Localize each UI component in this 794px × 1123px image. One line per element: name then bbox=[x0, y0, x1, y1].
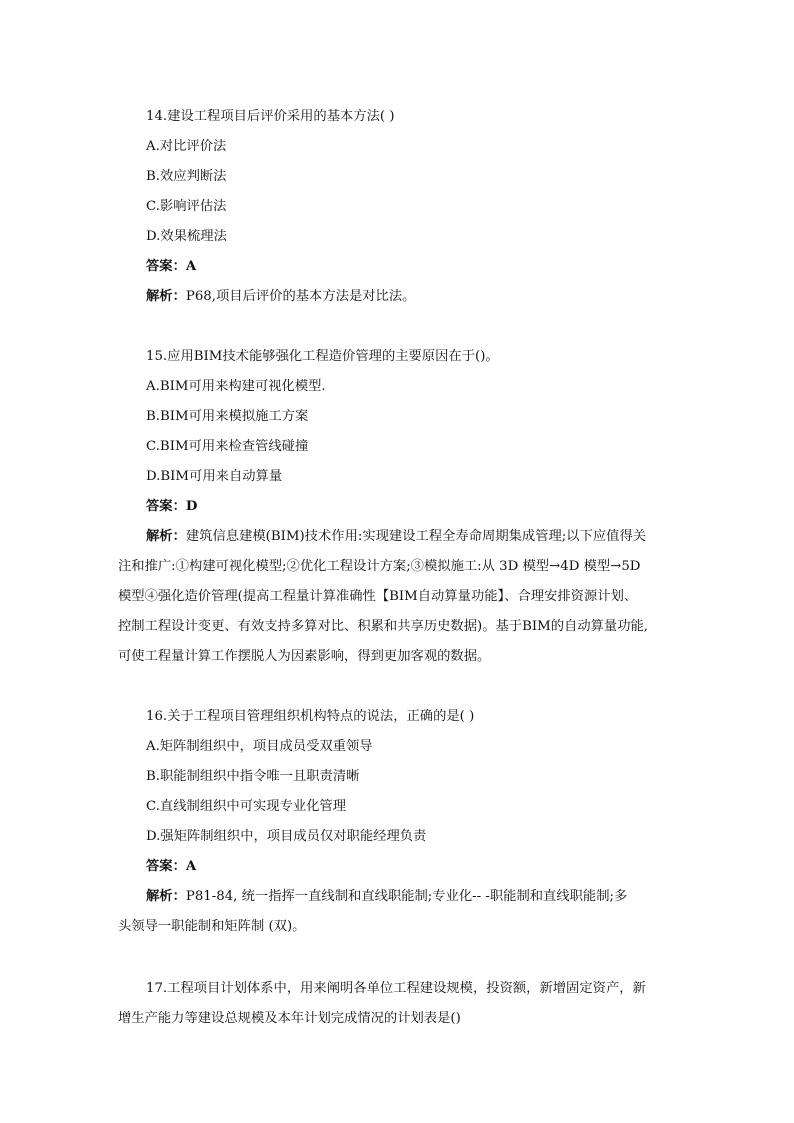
explanation-continued: 控制工程设计变更、有效支持多算对比、积累和共享历史数据)。基于BIM的自动算量功能, bbox=[118, 619, 649, 634]
option-c: C.BIM可用来检查管线碰撞 bbox=[146, 439, 309, 454]
explanation-continued: 注和推广:①构建可视化模型;②优化工程设计方案;③模拟施工:从 3D 模型→4D 模型→5D bbox=[118, 559, 641, 574]
option-d: D.效果梳理法 bbox=[146, 229, 227, 244]
answer-value: A bbox=[185, 859, 197, 874]
explanation-line bbox=[146, 288, 415, 306]
explanation-text: P68,项目后评价的基本方法是对比法。 bbox=[185, 289, 416, 304]
answer-line bbox=[146, 498, 197, 516]
explanation-continued: 模型④强化造价管理(提高工程量计算准确性【BIM自动算量功能】、合理安排资源计划、 bbox=[118, 589, 638, 604]
question-text: 工程项目计划体系中，用来阐明各单位工程建设规模，投资额，新增固定资产，新 bbox=[167, 981, 646, 996]
answer-line bbox=[146, 258, 196, 276]
option-b: B.BIM可用来模拟施工方案 bbox=[146, 409, 309, 424]
explanation-line bbox=[146, 888, 627, 906]
question-stem bbox=[146, 348, 499, 366]
answer-value: D bbox=[185, 499, 198, 514]
answer-line bbox=[146, 858, 196, 876]
explanation-text: P81-84, 统一指挥一直线制和直线职能制;专业化-- -职能制和直线职能制;多 bbox=[185, 889, 628, 904]
explanation-text: 建筑信息建模(BIM)技术作用:实现建设工程全寿命周期集成管理;以下应值得关 bbox=[185, 529, 647, 544]
question-number: 14. bbox=[146, 109, 168, 124]
question-text: 关于工程项目管理组织机构特点的说法，正确的是( ) bbox=[167, 709, 475, 724]
answer-label: 答案： bbox=[146, 499, 186, 514]
option-c: C.直线制组织中可实现专业化管理 bbox=[146, 799, 347, 814]
answer-value: A bbox=[185, 259, 197, 274]
question-number: 17. bbox=[146, 981, 168, 996]
explanation-continued: 头领导一职能制和矩阵制 (双)。 bbox=[118, 919, 306, 934]
question-text-continued: 增生产能力等建设总规模及本年计划完成情况的计划表是() bbox=[118, 1011, 461, 1026]
option-a: A.矩阵制组织中，项目成员受双重领导 bbox=[146, 739, 373, 754]
option-d: D.BIM可用来自动算量 bbox=[146, 469, 283, 484]
explanation-line bbox=[146, 528, 646, 546]
explanation-continued: 可使工程量计算工作摆脱人为因素影响，得到更加客观的数据。 bbox=[118, 649, 491, 664]
option-a: A.BIM可用来构建可视化模型. bbox=[146, 379, 326, 394]
question-text: 建设工程项目后评价采用的基本方法( ) bbox=[167, 109, 395, 124]
option-b: B.职能制组织中指令唯一且职责清晰 bbox=[146, 769, 360, 784]
option-a: A.对比评价法 bbox=[146, 139, 227, 154]
explanation-label: 解析： bbox=[146, 529, 186, 544]
option-d: D.强矩阵制组织中，项目成员仅对职能经理负责 bbox=[146, 829, 427, 844]
question-number: 16. bbox=[146, 709, 168, 724]
explanation-label: 解析： bbox=[146, 889, 186, 904]
option-b: B.效应判断法 bbox=[146, 169, 227, 184]
question-text: 应用BIM技术能够强化工程造价管理的主要原因在于()。 bbox=[167, 349, 499, 364]
explanation-label: 解析： bbox=[146, 289, 186, 304]
question-stem bbox=[146, 980, 646, 998]
question-number: 15. bbox=[146, 349, 168, 364]
question-stem bbox=[146, 108, 395, 126]
option-c: C.影响评估法 bbox=[146, 199, 227, 214]
question-stem bbox=[146, 708, 474, 726]
answer-label: 答案： bbox=[146, 859, 186, 874]
answer-label: 答案： bbox=[146, 259, 186, 274]
